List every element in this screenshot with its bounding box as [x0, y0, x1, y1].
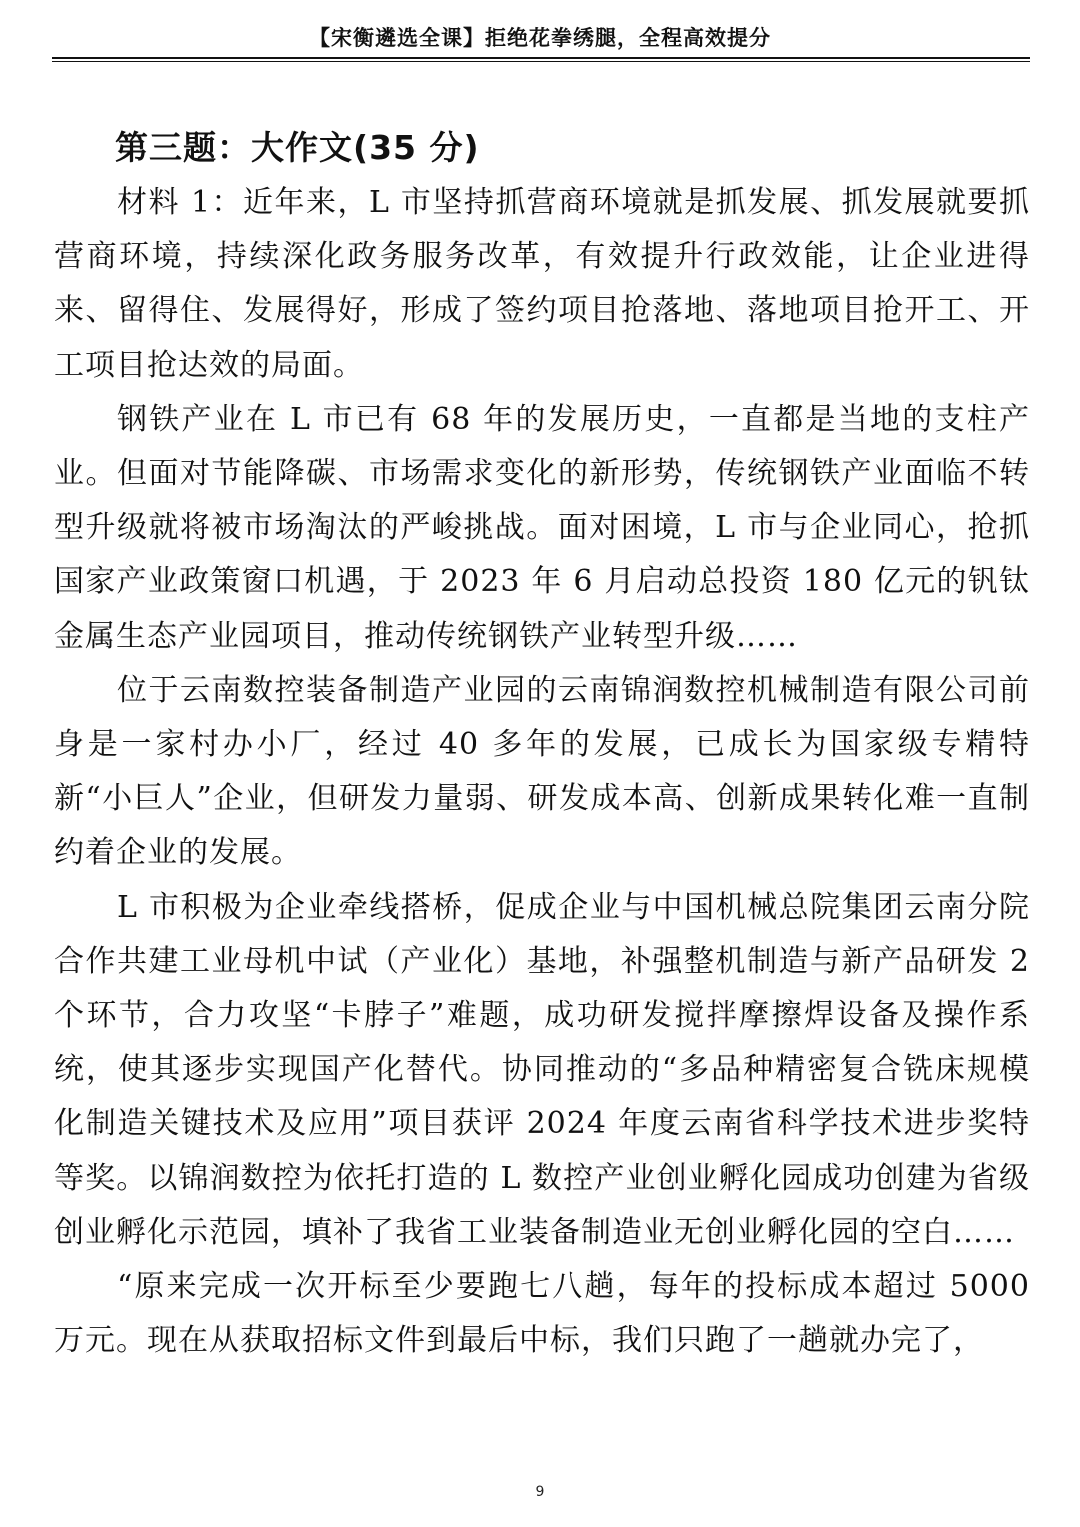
header-divider: [52, 57, 1030, 62]
page-number: 9: [535, 1484, 545, 1500]
document-body: [54, 176, 1030, 1368]
section-title: 第三题：大作文(35 分): [115, 128, 480, 167]
page-header: 【宋衡遴选全课】拒绝花拳绣腿，全程高效提分: [309, 26, 771, 50]
paragraph-jinrun-company: 位于云南数控装备制造产业园的云南锦润数控机械制造有限公司前身是一家村办小厂，经过 40 多年的发展，已成长为国家级专精特新“小巨人”企业，但研发力量弱、研发成本高、创新成果转化难一直制约着企业的发展。: [54, 672, 1030, 871]
paragraph-steel-industry: 钢铁产业在 L 市已有 68 年的发展历史，一直都是当地的支柱产业。但面对节能降碳、市场需求变化的新形势，传统钢铁产业面临不转型升级就将被市场淘汰的严峻挑战。面对困境，L 市与企业同心，抢抓国家产业政策窗口机遇，于 2023 年 6 月启动总投资 180 亿元的钒钛金属生态产业园项目，推动传统钢铁产业转型升级……: [54, 401, 1030, 654]
paragraph-material-1: 材料 1：近年来，L 市坚持抓营商环境就是抓发展、抓发展就要抓营商环境，持续深化政务服务改革，有效提升行政效能，让企业进得来、留得住、发展得好，形成了签约项目抢落地、落地项目抢开工、开工项目抢达效的局面。: [54, 185, 1030, 383]
paragraph-city-support: L 市积极为企业牵线搭桥，促成企业与中国机械总院集团云南分院合作共建工业母机中试（产业化）基地，补强整机制造与新产品研发 2 个环节，合力攻坚“卡脖子”难题，成功研发搅拌摩擦焊设备及操作系统，使其逐步实现国产化替代。协同推动的“多品种精密复合铣床规模化制造关键技术及应用”项目获评 2024 年度云南省科学技术进步奖特等奖。以锦润数控为依托打造的 L 数控产业创业孵化园成功创建为省级创业孵化示范园，填补了我省工业装备制造业无创业孵化园的空白……: [54, 889, 1030, 1250]
paragraph-bidding-quote: “原来完成一次开标至少要跑七八趟，每年的投标成本超过 5000 万元。现在从获取招标文件到最后中标，我们只跑了一趟就办完了，: [54, 1269, 1030, 1359]
